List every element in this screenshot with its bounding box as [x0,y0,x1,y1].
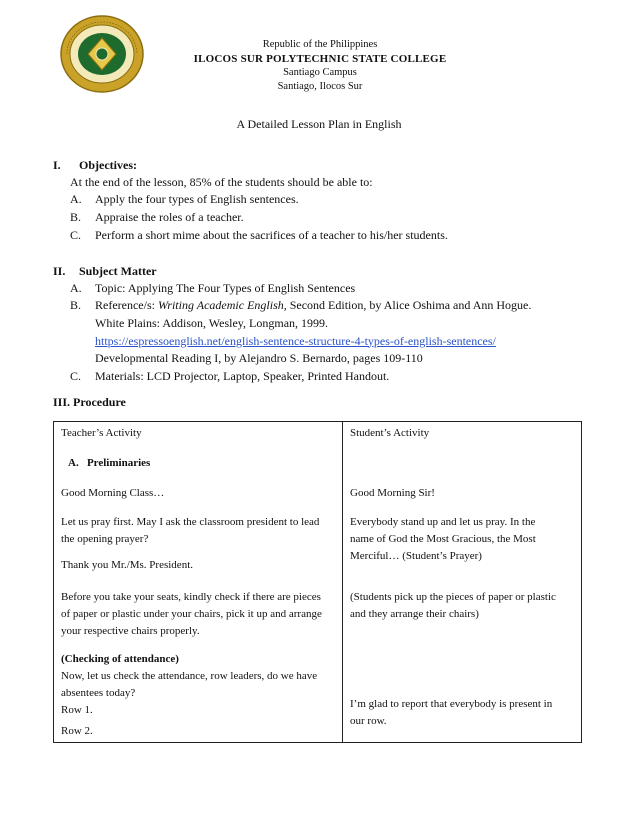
student-seats-line: and they arrange their chairs) [350,608,479,620]
attendance-line: Now, let us check the attendance, row leaders, do we have [61,670,318,682]
campus-name: Santiago Campus [283,67,357,78]
college-seal-logo [59,14,145,94]
student-prayer-line: Merciful… (Student’s Prayer) [350,550,482,562]
student-attendance-report [350,696,575,730]
topic-letter: A. [70,280,82,295]
subject-title: Subject Matter [79,264,157,278]
row-1-label: Row 1. [61,704,93,716]
teacher-prayer [61,514,336,548]
preliminaries-title: Preliminaries [86,457,151,469]
topic-text: Topic: Applying The Four Types of English Sentences [95,280,356,295]
materials-text: Materials: LCD Projector, Laptop, Speaker, Printed Handout. [95,368,390,383]
objective-item [70,191,593,209]
topic-item [70,280,593,298]
subject-matter-section [53,263,593,385]
subject-number: II. [53,264,66,278]
preliminaries-letter: A. [68,457,79,469]
objectives-section [53,157,593,244]
student-seats-line: (Students pick up the pieces of paper or plastic [350,591,556,603]
preliminaries-heading [68,455,343,472]
objectives-intro: At the end of the lesson, 85% of the students should be able to: [70,174,373,189]
objective-letter: C. [70,227,82,242]
reference-publisher: White Plains: Addison, Wesley, Longman, 1999. [95,315,329,330]
attendance-block [61,651,336,719]
attendance-heading: (Checking of attendance) [61,653,179,665]
objective-text: Apply the four types of English sentences. [95,192,299,207]
student-prayer-line: Everybody stand up and let us pray. In the [350,516,536,528]
reference-book-title: Writing Academic English, [157,298,287,313]
college-name: ILOCOS SUR POLYTECHNIC STATE COLLEGE [193,53,447,65]
teacher-seats-line: Before you take your seats, kindly check if there are pieces [61,591,321,603]
objectives-title: Objectives: [79,158,137,172]
student-seats-response [350,589,575,623]
teacher-greeting: Good Morning Class… [61,487,165,499]
teacher-seats-instruction [61,589,336,640]
materials-letter: C. [70,368,82,383]
objective-item [70,227,593,245]
document-title: A Detailed Lesson Plan in English [236,117,402,131]
student-prayer [350,514,575,565]
student-activity-header: Student’s Activity [350,427,430,439]
materials-item [70,368,593,386]
reference-prefix: Reference/s: [95,298,158,313]
teacher-thanks: Thank you Mr./Ms. President. [61,559,193,571]
attendance-line: absentees today? [61,687,136,699]
reference-item [70,297,593,315]
objective-text: Perform a short mime about the sacrifices of a teacher to his/her students. [95,227,448,242]
objective-text: Appraise the roles of a teacher. [95,209,244,224]
objective-item [70,209,593,227]
republic-line: Republic of the Philippines [262,39,378,50]
objective-letter: A. [70,192,82,207]
reference-other: Developmental Reading I, by Alejandro S. Bernardo, pages 109-110 [95,351,423,366]
row-2-label: Row 2. [61,725,93,737]
student-attendance-line: I’m glad to report that everybody is present in [350,698,553,710]
teacher-seats-line: of paper or plastic under your chairs, pick it up and arrange [61,608,322,620]
subject-heading [53,263,593,280]
student-greeting: Good Morning Sir! [350,487,435,499]
teacher-prayer-line: the opening prayer? [61,533,149,545]
teacher-seats-line: your respective chairs properly. [61,625,200,637]
procedure-heading: III. Procedure [53,395,126,409]
procedure-table [53,421,582,743]
student-attendance-line: our row. [350,715,387,727]
institution-header [150,38,490,94]
reference-url-link[interactable]: https://espressoenglish.net/english-sentence-structure-4-types-of-english-sentences/ [95,333,496,348]
objective-letter: B. [70,209,82,224]
reference-letter: B. [70,298,82,313]
objectives-number: I. [53,158,61,172]
campus-location: Santiago, Ilocos Sur [277,81,363,92]
student-prayer-line: name of God the Most Gracious, the Most [350,533,536,545]
reference-details: Second Edition, by Alice Oshima and Ann Hogue. [286,298,532,313]
objectives-heading [53,157,593,174]
teacher-activity-header: Teacher’s Activity [61,427,142,439]
teacher-prayer-line: Let us pray first. May I ask the classroom president to lead [61,516,320,528]
